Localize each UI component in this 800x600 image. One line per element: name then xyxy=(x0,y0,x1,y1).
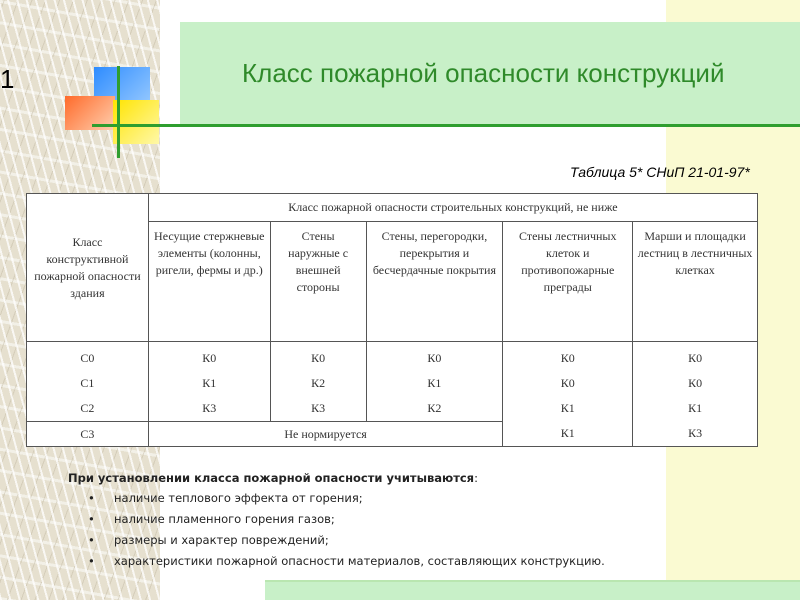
list-item-text: характеристики пожарной опасности материалов, составляющих конструкцию. xyxy=(114,554,605,568)
list-item xyxy=(68,488,668,509)
bullet-icon: • xyxy=(88,512,95,526)
cell-value: К1 xyxy=(560,426,575,440)
list-item xyxy=(68,551,668,572)
cell-value: К0 xyxy=(560,351,575,365)
cell-value: К0 xyxy=(560,376,575,390)
list-item-text: размеры и характер повреждений; xyxy=(114,533,329,547)
column-stair-flights xyxy=(633,342,758,447)
slide-number: 1 xyxy=(0,64,15,94)
header-external-walls: Стены наружные с внешней стороны xyxy=(270,222,366,342)
bottom-band xyxy=(265,582,800,600)
cell-value: К2 xyxy=(311,376,326,390)
logo-vertical-line xyxy=(117,66,120,158)
cell-value: К1 xyxy=(202,376,217,390)
notes-lead xyxy=(68,469,668,488)
bullet-icon: • xyxy=(88,491,95,505)
column-partitions xyxy=(366,342,503,422)
header-building-class: Класс конструктивной пожарной опасности здания xyxy=(27,194,149,342)
cell-value: К3 xyxy=(202,401,217,415)
header-partitions: Стены, перегородки, перекрытия и бесчердачные покрытия xyxy=(366,222,503,342)
cell-value: С2 xyxy=(80,401,95,415)
page-title: Класс пожарной опасности конструкций xyxy=(242,58,725,88)
notes-section xyxy=(68,469,668,572)
cell-value: К1 xyxy=(427,376,442,390)
cell-value: К0 xyxy=(688,376,703,390)
title-underline xyxy=(92,124,800,127)
list-item xyxy=(68,509,668,530)
cell-value: К0 xyxy=(427,351,442,365)
notes-lead-text: При установлении класса пожарной опасности учитываются xyxy=(68,471,475,485)
cell-value: К2 xyxy=(427,401,442,415)
notes-list xyxy=(68,488,668,572)
cell-value: К1 xyxy=(688,401,703,415)
cell-value: К0 xyxy=(202,351,217,365)
column-load-bearing xyxy=(148,342,270,422)
cell-value: К3 xyxy=(688,426,703,440)
list-item-text: наличие теплового эффекта от горения; xyxy=(114,491,363,505)
notes-lead-suffix: : xyxy=(474,471,478,485)
header-load-bearing: Несущие стержневые элементы (колонны, ригели, фермы и др.) xyxy=(148,222,270,342)
column-building-class xyxy=(27,342,149,422)
bullet-icon: • xyxy=(88,554,95,568)
header-stairwell-walls: Стены лестничных клеток и противопожарные преграды xyxy=(503,222,633,342)
header-group: Класс пожарной опасности строительных конструкций, не ниже xyxy=(148,194,757,222)
column-stairwell-walls xyxy=(503,342,633,447)
cell-value: С0 xyxy=(80,351,95,365)
cell-value: С1 xyxy=(80,376,95,390)
cell-not-regulated: Не нормируется xyxy=(148,422,502,447)
cell-value: К3 xyxy=(311,401,326,415)
column-external-walls xyxy=(270,342,366,422)
table-caption: Таблица 5* СНиП 21-01-97* xyxy=(570,164,750,180)
list-item xyxy=(68,530,668,551)
cell-building-class-c3: С3 xyxy=(27,422,149,447)
list-item-text: наличие пламенного горения газов; xyxy=(114,512,335,526)
cell-value: К0 xyxy=(688,351,703,365)
cell-value: К1 xyxy=(560,401,575,415)
cell-value: К0 xyxy=(311,351,326,365)
bullet-icon: • xyxy=(88,533,95,547)
header-stair-flights: Марши и площадки лестниц в лестничных клетках xyxy=(633,222,758,342)
fire-class-table xyxy=(26,193,758,447)
